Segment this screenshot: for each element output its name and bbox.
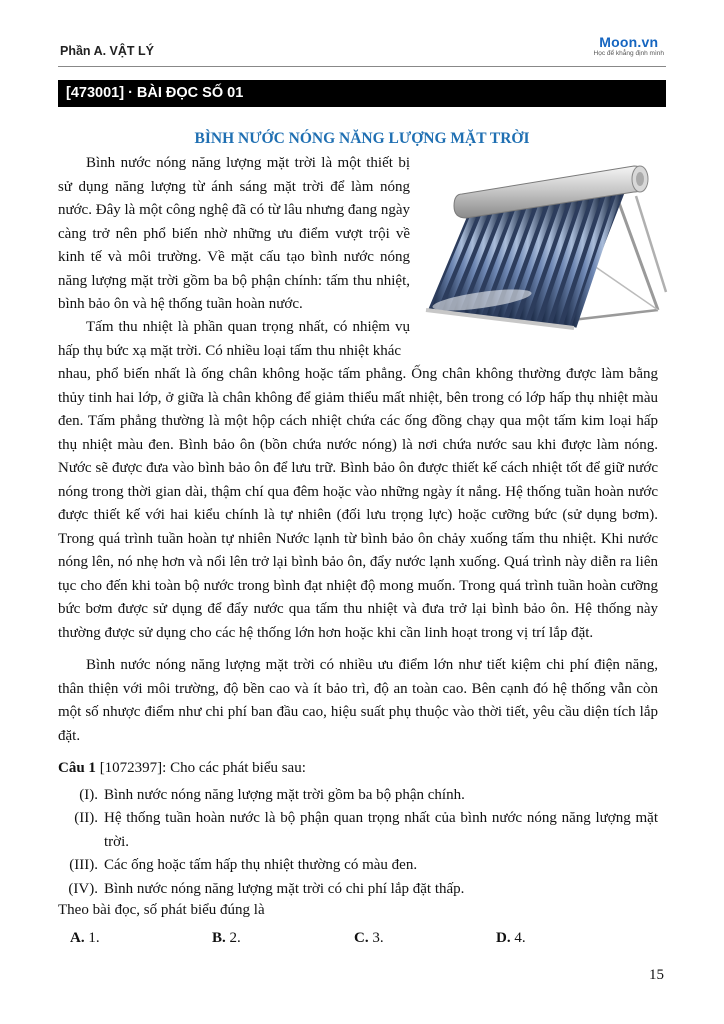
statement-number: (I). <box>79 787 98 803</box>
paragraph-2-start: Tấm thu nhiệt là phần quan trọng nhất, có nhiệm vụ hấp thụ bức xạ mặt trời. Có nhiều loại tấm thu nhiệt khác <box>58 319 410 359</box>
option-letter: A. <box>70 930 85 946</box>
brand-name: Moon.vn <box>599 34 659 50</box>
question-prompt: [1072397]: Cho các phát biểu sau: <box>95 760 306 776</box>
reading-banner: [473001] · BÀI ĐỌC SỐ 01 <box>58 80 666 107</box>
option-value: 1. <box>84 930 100 946</box>
statement-number: (II). <box>74 810 98 826</box>
article-title: BÌNH NƯỚC NÓNG NĂNG LƯỢNG MẶT TRỜI <box>194 130 530 147</box>
solar-water-heater-image <box>422 160 670 340</box>
statement-number: (IV). <box>68 881 98 897</box>
answer-option-c[interactable] <box>354 930 384 947</box>
paragraph-1: Bình nước nóng năng lượng mặt trời là một thiết bị sử dụng năng lượng từ ánh sáng mặt trời để làm nóng nước. Đây là một công nghệ đã có từ lâu nhưng đang ngày càng trở nên phổ biến nhờ những ưu điểm vượt trội về kinh tế và môi trường. Về mặt cấu tạo bình nước nóng năng lượng mặt trời gồm ba bộ phận chính: tấm thu nhiệt, bình bảo ôn và hệ thống tuần hoàn nước. <box>58 155 410 312</box>
brand-tagline: Học để khẳng định mình <box>593 50 664 57</box>
question-ending: Theo bài đọc, số phát biểu đúng là <box>58 902 265 918</box>
statement-item <box>58 807 658 855</box>
answer-option-b[interactable] <box>212 930 241 947</box>
paragraph-2-continued: nhau, phổ biến nhất là ống chân không hoặc tấm phẳng. Ống chân không thường được làm bằng thủy tinh hai lớp, ở giữa là chân không để giảm thiểu mất nhiệt, bên trong có lớp hấp thụ nhiệt màu đen. Tấm phẳng thường là một hộp cách nhiệt chứa các ống đồng chạy qua một tấm kim loại hấp thụ nhiệt màu đen. Bình bảo ôn (bồn chứa nước nóng) là nơi chứa nước sau khi được làm nóng. Nước sẽ được đưa vào bình bảo ôn để lưu trữ. Bình bảo ôn được thiết kế cách nhiệt tốt để giữ nước nóng trong thời gian dài, thậm chí qua đêm hoặc vào những ngày ít nắng. Hệ thống tuần hoàn nước được thiết kế với hai kiểu chính là tự nhiên (đối lưu trọng lực) hoặc cưỡng bức (sử dụng bơm). Trong quá trình tuần hoàn tự nhiên Nước lạnh từ bình bảo ôn chảy xuống tấm thu nhiệt. Khi nước nóng lên, nó nhẹ hơn và nổi lên trở lại bình bảo ôn, đẩy nước lạnh xuống. Quá trình này diễn ra liên tục cho đến khi toàn bộ nước trong bình đạt nhiệt độ mong muốn. Trong quá trình tuần hoàn cưỡng bức bơm được sử dụng để đẩy nước qua tấm thu nhiệt và đưa trở lại bình bảo ôn. Hệ thống này thường được sử dụng cho các hệ thống lớn hơn hoặc khi cần linh hoạt trong vị trí lắp đặt. <box>58 366 658 641</box>
brand-logo <box>594 34 664 57</box>
statement-item <box>58 878 658 902</box>
page-number: 15 <box>649 967 664 983</box>
statement-number: (III). <box>69 857 98 873</box>
statement-item <box>58 784 658 808</box>
paragraph-3: Bình nước nóng năng lượng mặt trời có nhiều ưu điểm lớn như tiết kiệm chi phí điện năng, thân thiện với môi trường, độ bền cao và ít bảo trì, độ an toàn cao. Bên cạnh đó hệ thống vẫn còn một số nhược điểm như chi phí ban đầu cao, hiệu suất phụ thuộc vào thời tiết, yêu cầu diện tích lắp đặt. <box>58 657 658 744</box>
option-letter: D. <box>496 930 511 946</box>
header-divider <box>58 66 666 67</box>
question-label: Câu 1 <box>58 760 96 776</box>
statement-text: Các ống hoặc tấm hấp thụ nhiệt thường có màu đen. <box>104 857 418 873</box>
statement-text: Hệ thống tuần hoàn nước là bộ phận quan trọng nhất của bình nước nóng năng lượng mặt trời. <box>104 810 658 850</box>
option-value: 3. <box>368 930 384 946</box>
statement-text: Bình nước nóng năng lượng mặt trời có chi phí lắp đặt thấp. <box>104 881 465 897</box>
option-letter: C. <box>354 930 369 946</box>
question-header <box>58 760 306 777</box>
answer-option-d[interactable] <box>496 930 526 947</box>
statement-item <box>58 854 658 878</box>
option-letter: B. <box>212 930 226 946</box>
statement-text: Bình nước nóng năng lượng mặt trời gồm ba bộ phận chính. <box>104 787 465 803</box>
option-value: 2. <box>225 930 241 946</box>
option-value: 4. <box>510 930 526 946</box>
section-header: Phần A. VẬT LÝ <box>60 44 154 58</box>
answer-option-a[interactable] <box>70 930 100 947</box>
